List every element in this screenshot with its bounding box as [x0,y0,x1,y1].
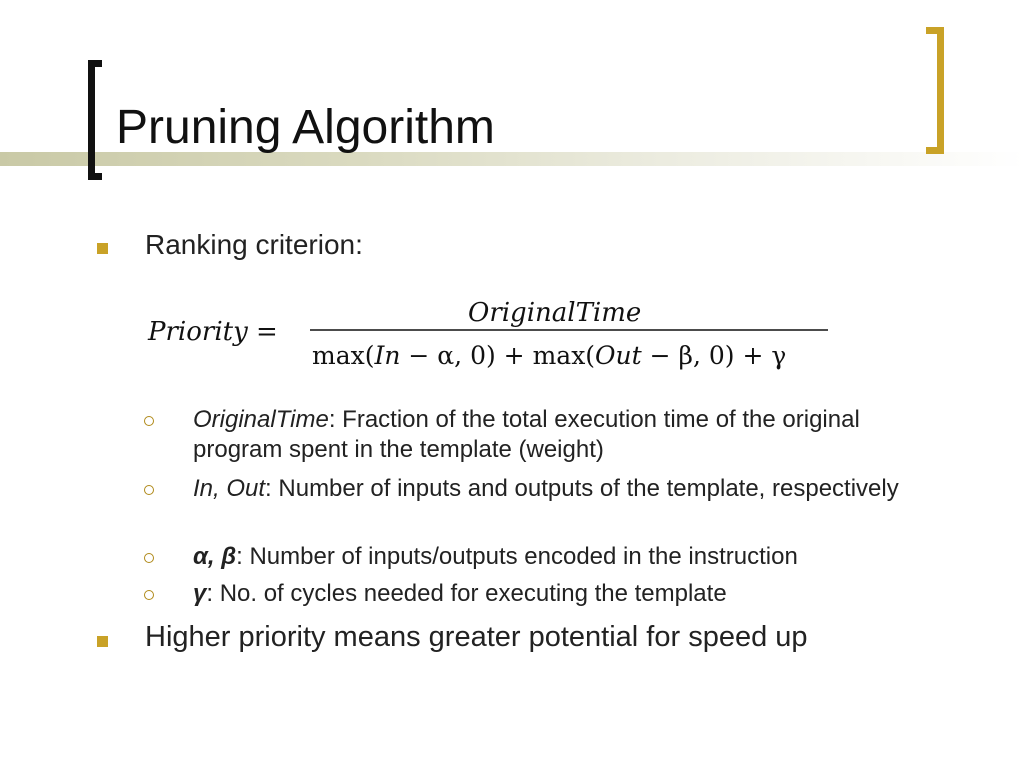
circle-bullet-icon [144,416,154,426]
sub-item-text: : Number of inputs and outputs of the template, respectively [265,475,899,502]
left-bracket-icon [88,60,102,180]
circle-bullet-icon [144,590,154,600]
right-bracket-icon [926,27,944,154]
circle-bullet-icon [144,485,154,495]
formula-lhs: Priority = [148,317,278,347]
sub-item-originaltime [193,405,933,465]
sub-item-text: : No. of cycles needed for executing the template [206,580,727,607]
sub-item-term: γ [193,580,207,607]
sub-item-text: : Fraction of the total execution time of the original program spent in the template (weight) [193,406,860,463]
sub-item-term: α, β [193,543,237,570]
sub-item-alpha-beta [193,542,933,572]
square-bullet-icon [97,636,108,647]
sub-item-gamma [193,579,933,609]
formula-denominator: max(In − α, 0) + max(Out − β, 0) + γ [312,341,787,370]
priority-formula [140,288,840,378]
bullet-higher-priority: Higher priority means greater potential for speed up [145,621,808,653]
sub-item-term: OriginalTime [193,406,329,433]
square-bullet-icon [97,243,108,254]
formula-numerator: OriginalTime [468,298,642,328]
sub-item-in-out [193,474,933,504]
circle-bullet-icon [144,553,154,563]
bullet-ranking-criterion: Ranking criterion: [145,229,363,260]
sub-item-term: In, Out [193,475,266,502]
sub-item-text: : Number of inputs/outputs encoded in the instruction [236,543,798,570]
slide-title: Pruning Algorithm [116,101,495,154]
